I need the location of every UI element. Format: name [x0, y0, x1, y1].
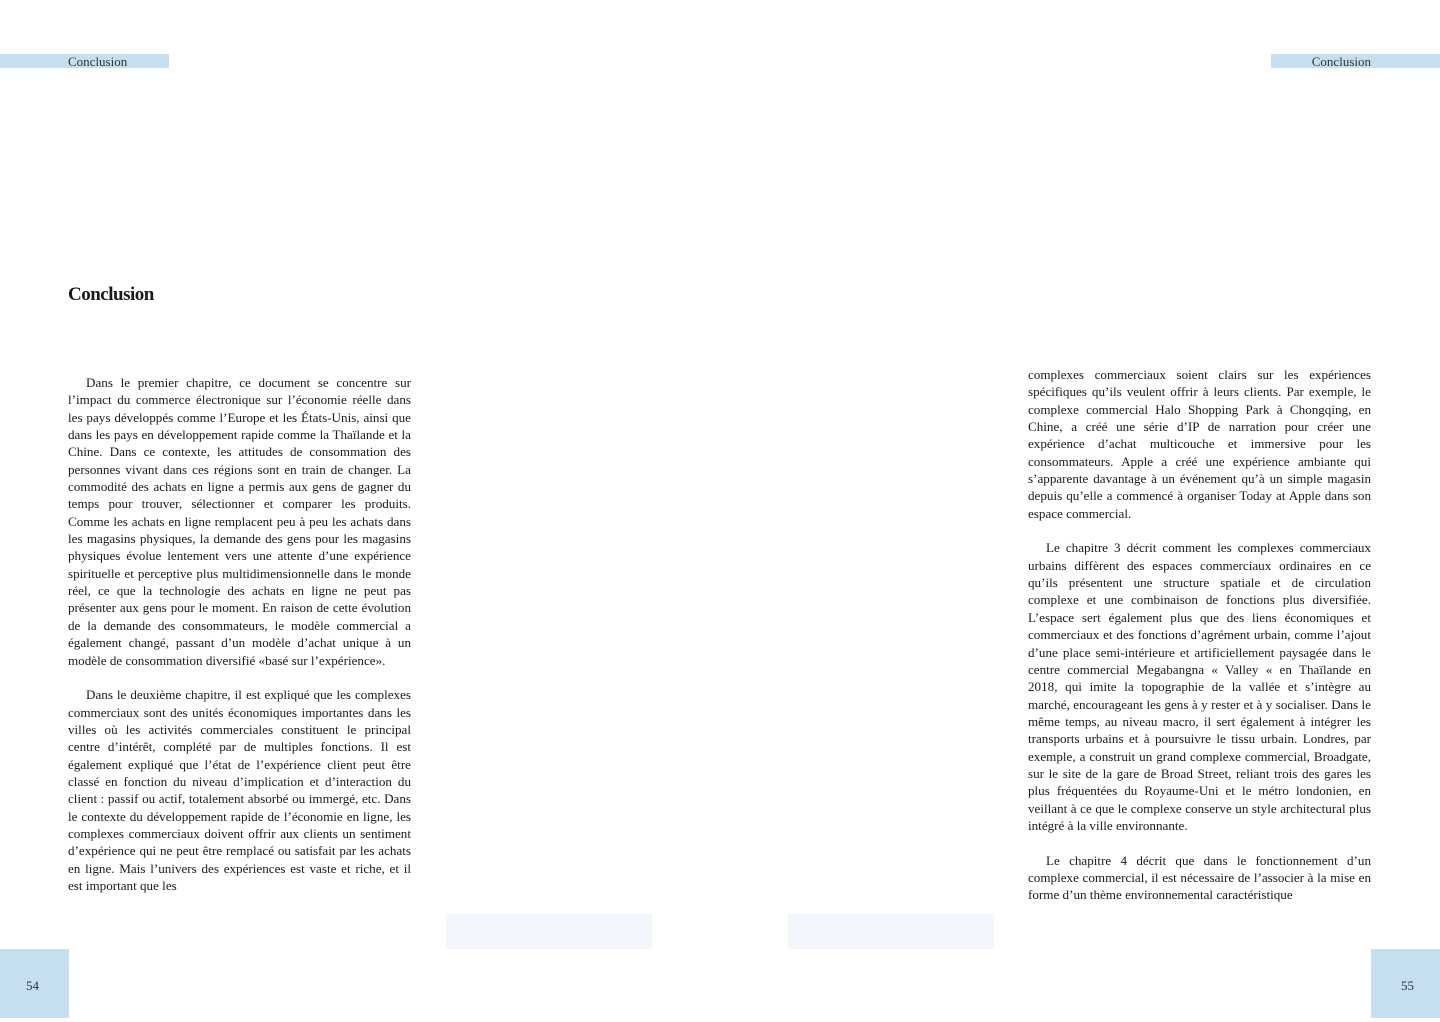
page-number-left-label: 54 — [26, 978, 39, 993]
running-header-left-label: Conclusion — [68, 54, 128, 69]
paragraph-chapter-3: Le chapitre 3 décrit comment les complexes commerciaux urbains diffèrent des espaces commerciaux ordinaires en ce qu’ils présentent une structure spatiale et de circulation complexe et une combinaison de fonctions plus diversifiée. L’espace sert également plus que des liens économiques et commerciaux et des fonctions d’agrément urbain, comme l’ajout d’une place semi-intérieure et artificiellement paysagée dans le centre commercial Megabangna « Valley « en Thaïlande en 2018, qui imite la topographie de la vallée et s’intègre au marché, encourageant les gens à y rester et à y socialiser. Dans le même temps, au niveau macro, il sert également à intégrer les transports urbains et à poursuivre le tissu urbain. Londres, par exemple, a construit un grand complexe commercial, Broadgate, sur le site de la gare de Broad Street, reliant trois des gares les plus fréquentées du Royaume-Uni et le métro londonien, en veillant à ce que le complexe conserve un style architectural plus intégré à la ville environnante. — [1028, 540, 1371, 833]
decorative-block-right — [788, 914, 994, 949]
paragraph-chapter-1: Dans le premier chapitre, ce document se concentre sur l’impact du commerce électronique sur l’économie réelle dans les pays développés comme l’Europe et les États-Unis, ainsi que dans les pays en développement rapide comme la Thaïlande et la Chine. Dans ce contexte, les attitudes de consommation des personnes vivant dans ces régions sont en train de changer. La commodité des achats en ligne a permis aux gens de gagner du temps pour trouver, sélectionner et comparer les produits. Comme les achats en ligne remplacent peu à peu les achats dans les magasins physiques, la demande des gens pour les magasins physiques évolue lentement vers une attente d’une expérience spirituelle et perceptive plus multidimensionnelle dans le monde réel, ce que la technologie des achats en ligne ne peut pas présenter aux gens pour le moment. En raison de cette évolution de la demande des consommateurs, le modèle commercial a également changé, passant d’un modèle d’achat unique à un modèle de consommation diversifié «basé sur l’expérience». — [68, 375, 411, 668]
right-page-body — [1028, 366, 1371, 942]
left-page-body — [68, 374, 411, 948]
running-header-right-label: Conclusion — [1311, 54, 1371, 69]
chapter-title: Conclusion — [68, 284, 154, 305]
page-number-left — [0, 949, 69, 1018]
running-header-right — [1271, 54, 1440, 68]
running-header-left — [0, 54, 169, 68]
paragraph-chapter-4: Le chapitre 4 décrit que dans le fonctionnement d’un complexe commercial, il est nécessaire de l’associer à la mise en forme d’un thème environnemental caractéristique — [1028, 852, 1371, 903]
paragraph-chapter-2: Dans le deuxième chapitre, il est expliqué que les complexes commerciaux sont des unités économiques importantes dans les villes où les activités commerciales constituent le principal centre d’intérêt, complété par de multiples fonctions. Il est également expliqué que l’état de l’expérience client peut être classé en fonction du niveau d’implication et d’interaction du client : passif ou actif, totalement absorbé ou immergé, etc. Dans le contexte du développement rapide de l’économie en ligne, les complexes commerciaux doivent offrir aux clients un sentiment d’expérience qui ne peut être remplacé ou satisfait par les achats en ligne. Mais l’univers des expériences est vaste et riche, et il est important que les — [68, 687, 411, 893]
decorative-block-left — [446, 914, 652, 949]
paragraph-continuation: complexes commerciaux soient clairs sur les expériences spécifiques qu’ils veulent offrir à leurs clients. Par exemple, le complexe commercial Halo Shopping Park à Chongqing, en Chine, a créé une série d’IP de narration pour créer une expérience d’achat multicouche et immersive pour les consommateurs. Apple a créé une expérience ambiante qui s’apparente davantage à un événement qu’à un simple magasin depuis qu’elle a commencé à organiser Today at Apple dans son espace commercial. — [1028, 367, 1371, 521]
page-number-right-label: 55 — [1401, 978, 1414, 993]
page-number-right — [1371, 949, 1440, 1018]
